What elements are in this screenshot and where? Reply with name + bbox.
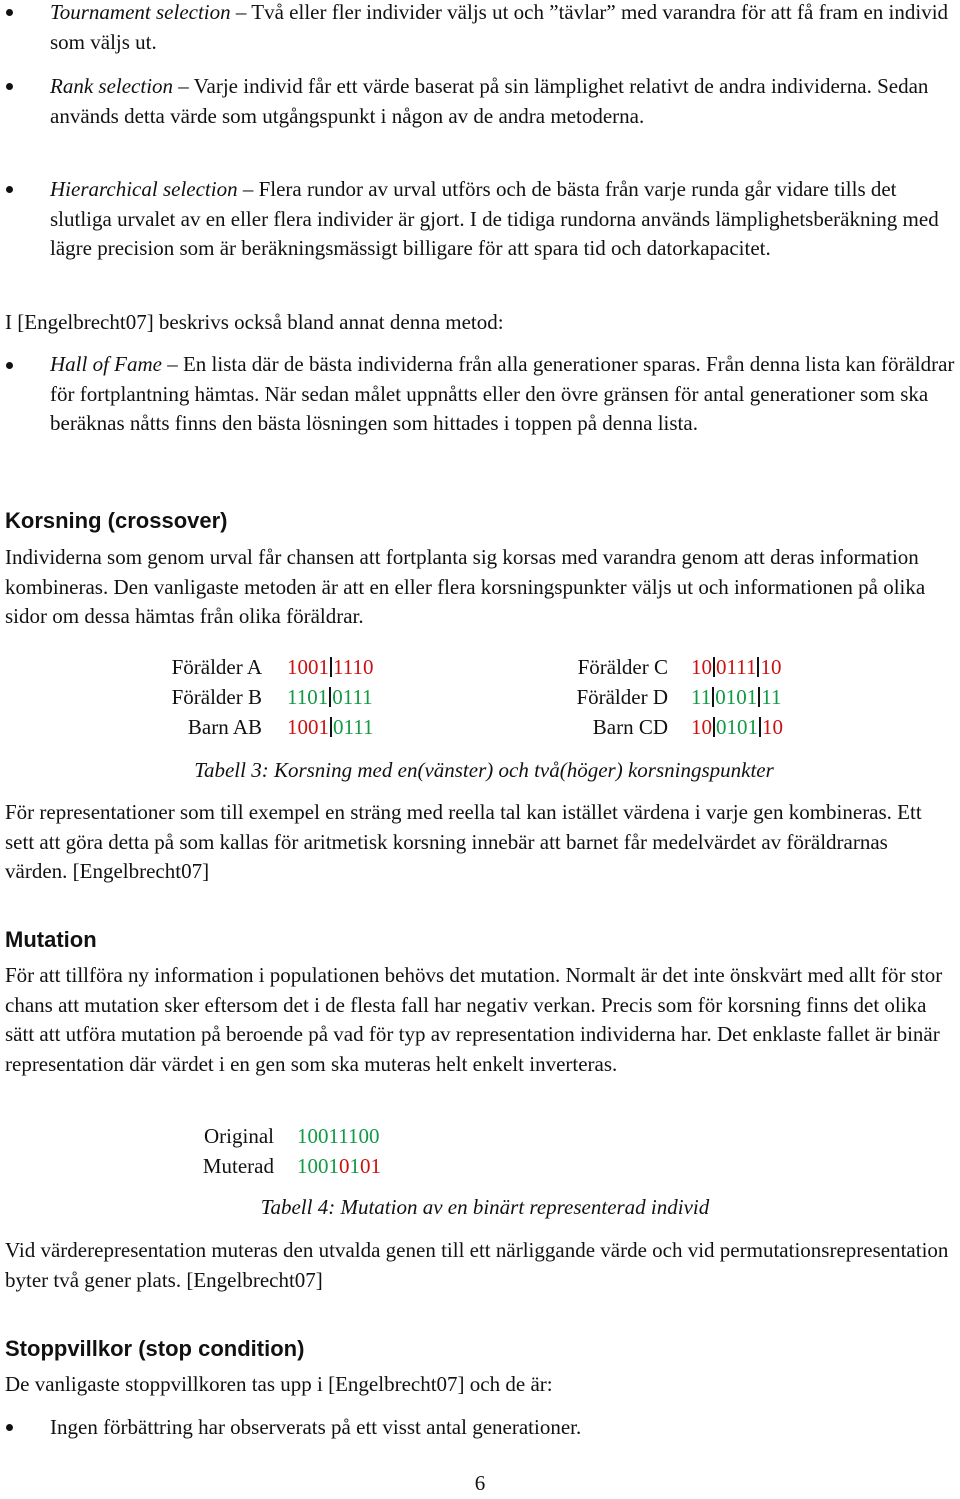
bullet-icon xyxy=(6,1424,13,1431)
section-heading-stop-condition: Stoppvillkor (stop condition) xyxy=(5,1336,305,1361)
table-label: Barn CD xyxy=(592,715,668,739)
bit-segment: 0 xyxy=(339,1154,350,1178)
dash: – xyxy=(173,74,194,98)
bullet-icon xyxy=(6,186,13,193)
bullet-icon xyxy=(6,9,13,16)
bullet-text xyxy=(50,72,955,131)
bit-segment: 1110 xyxy=(333,655,374,679)
crossover-point-marker xyxy=(329,687,331,707)
table-label: Förälder B xyxy=(171,685,262,709)
crossover-point-marker xyxy=(759,717,761,737)
table-caption: Tabell 4: Mutation av en binärt representerad individ xyxy=(260,1195,710,1219)
crossover-point-marker xyxy=(713,717,715,737)
bit-segment: 1 xyxy=(370,1154,381,1178)
table-label: Muterad xyxy=(202,1154,274,1178)
crossover-point-marker xyxy=(330,657,332,677)
section-heading-crossover: Korsning (crossover) xyxy=(5,508,228,533)
bit-segment: 10 xyxy=(760,655,782,679)
description: En lista där de bästa individerna från alla generationer sparas. Från denna lista kan föräldrar för fortplantning hämtas. När sedan målet uppnåtts eller den övre gränsen för antal generationer som ska beräknas nåtts finns den bästa lösningen som hittades i toppen på denna lista. xyxy=(50,352,955,435)
bit-segment: 10011100 xyxy=(297,1124,380,1148)
mutation-table xyxy=(0,1121,960,1183)
crossover-point-marker xyxy=(330,717,332,737)
bullet-text: Ingen förbättring har observerats på ett visst antal generationer. xyxy=(50,1415,582,1439)
stop-intro: De vanligaste stoppvillkoren tas upp i [Engelbrecht07] och de är: xyxy=(5,1372,553,1396)
description: Två eller fler individer väljs ut och ”tävlar” med varandra för att få fram en individ som väljs ut. xyxy=(50,0,949,54)
bullet-text xyxy=(50,350,955,439)
table-label: Förälder D xyxy=(576,685,668,709)
description: Flera rundor av urval utförs och de bästa från varje runda går vidare tills det slutliga urvalet av en eller flera individer är gjort. I de tidiga rundorna används lämplighetsberäkning med lägre precision som är beräkningsmässigt billigare för att spara tid och datorkapacitet. xyxy=(50,177,939,260)
description: Varje individ får ett värde baserat på sin lämplighet relativt de andra individerna. Sedan används detta värde som utgångspunkt i någon av de andra metoderna. xyxy=(50,74,929,128)
bullet-icon xyxy=(6,83,13,90)
table-label: Förälder C xyxy=(577,655,668,679)
bit-segment: 1001 xyxy=(297,1154,339,1178)
section-heading-mutation: Mutation xyxy=(5,927,97,952)
bit-segment: 0101 xyxy=(715,685,758,709)
bullet-icon xyxy=(6,362,13,369)
mutation-paragraph: För att tillföra ny information i populationen behövs det mutation. Normalt är det inte önskvärt med allt för stor chans att mutation sker eftersom det i de flesta fall har negativ verkan. Precis som för korsning finns det olika sätt att utföra mutation på beroende på vad för typ av representation individerna har. Det enklaste fallet är binär representation där värdet i en gen som ska muteras helt enkelt inverteras. xyxy=(5,963,943,1076)
crossover-point-marker xyxy=(712,687,714,707)
bit-segment: 11 xyxy=(761,685,782,709)
bit-segment: 0111 xyxy=(716,655,757,679)
bitstring xyxy=(691,652,781,682)
bitstring xyxy=(297,1121,379,1151)
bit-segment: 1001 xyxy=(287,655,329,679)
bit-segment: 10 xyxy=(691,655,712,679)
page-number: 6 xyxy=(474,1471,486,1495)
bitstring xyxy=(691,712,783,742)
bit-segment: 0101 xyxy=(716,715,758,739)
crossover-paragraph-2: För representationer som till exempel en sträng med reella tal kan istället värdena i varje gen kombineras. Ett sett att göra detta på som kallas för aritmetisk korsning innebär att barnet får medelvärdet av föräldrarnas värden. [Engelbrecht07] xyxy=(5,800,922,883)
bit-segment: 10 xyxy=(691,715,712,739)
bullet-text xyxy=(50,175,955,264)
bullet-text xyxy=(50,0,955,57)
crossover-table xyxy=(0,652,960,744)
term: Hall of Fame xyxy=(50,352,162,376)
mutation-paragraph-2: Vid värderepresentation muteras den utvalda genen till ett närliggande värde och vid permutationsrepresentation byter två gener plats. [Engelbrecht07] xyxy=(5,1238,949,1292)
crossover-point-marker xyxy=(758,687,760,707)
table-label: Barn AB xyxy=(187,715,262,739)
bit-segment: 1 xyxy=(349,1154,360,1178)
bit-segment: 0111 xyxy=(332,685,373,709)
dash: – xyxy=(161,352,183,376)
dash: – xyxy=(237,177,259,201)
bitstring xyxy=(287,652,373,682)
table-caption: Tabell 3: Korsning med en(vänster) och två(höger) korsningspunkter xyxy=(194,758,774,782)
crossover-point-marker xyxy=(713,657,715,677)
crossover-paragraph: Individerna som genom urval får chansen att fortplanta sig korsas med varandra genom att deras information kombineras. Den vanligaste metoden är att en eller flera korsningspunkter väljs ut och informationen på olika sidor om dessa hämtas från olika föräldrar. xyxy=(5,545,926,628)
bitstring xyxy=(287,682,373,712)
bit-segment: 11 xyxy=(691,685,712,709)
bitstring xyxy=(287,712,373,742)
bit-segment: 0 xyxy=(360,1154,371,1178)
term: Rank selection xyxy=(50,74,174,98)
bitstring xyxy=(691,682,781,712)
engelbrecht-intro: I [Engelbrecht07] beskrivs också bland annat denna metod: xyxy=(5,310,504,334)
table-label: Förälder A xyxy=(171,655,262,679)
dash: – xyxy=(230,0,252,24)
bitstring xyxy=(297,1151,381,1181)
term: Tournament selection xyxy=(50,0,231,24)
bit-segment: 1101 xyxy=(287,685,329,709)
bit-segment: 0111 xyxy=(333,715,374,739)
table-label: Original xyxy=(204,1124,274,1148)
bit-segment: 1001 xyxy=(287,715,329,739)
bit-segment: 10 xyxy=(762,715,783,739)
term: Hierarchical selection xyxy=(50,177,238,201)
